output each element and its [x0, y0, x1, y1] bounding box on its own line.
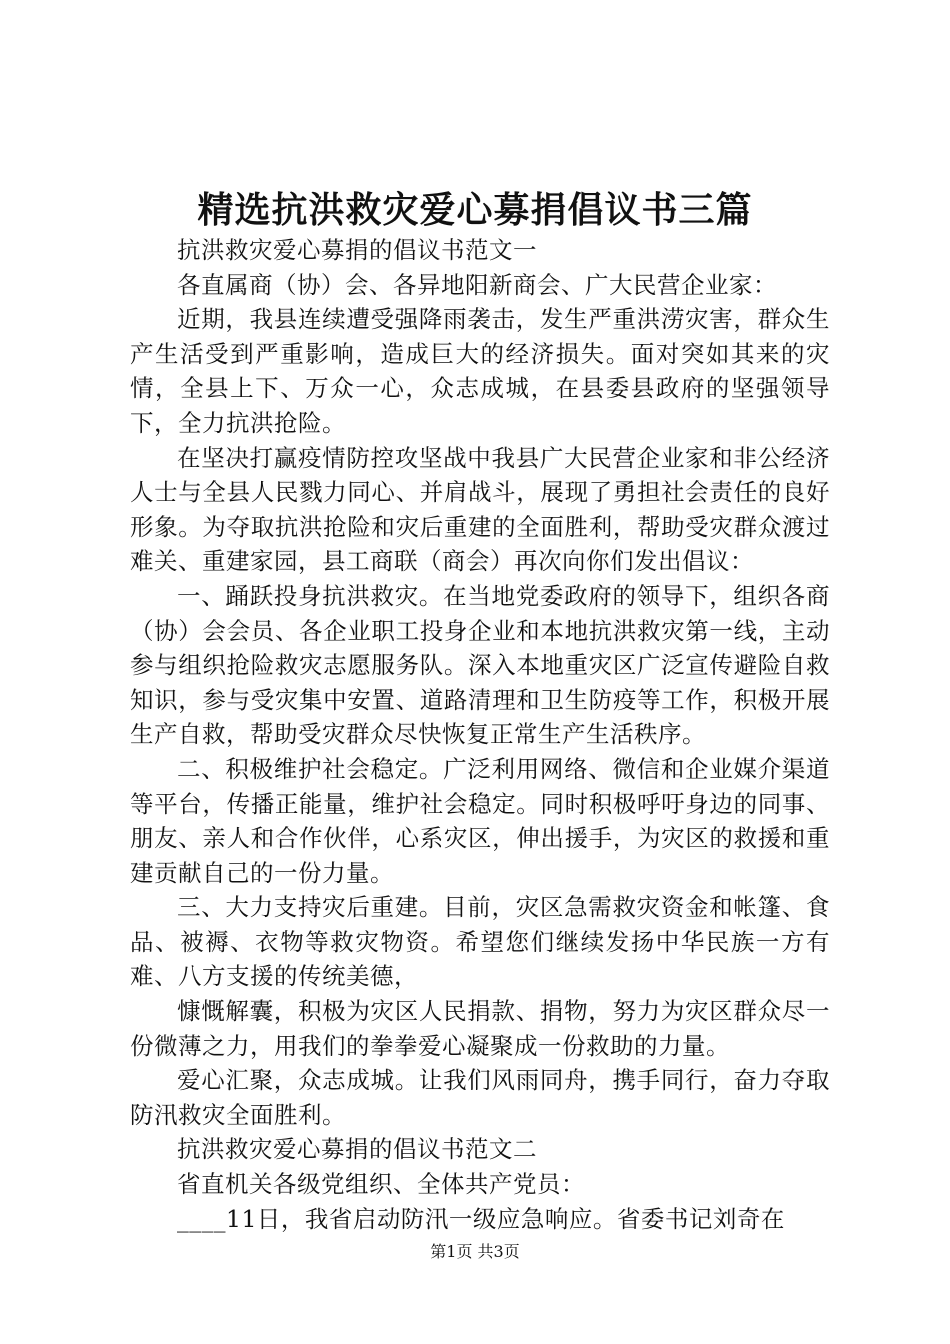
paragraph: 三、大力支持灾后重建。目前，灾区急需救灾资金和帐篷、食品、被褥、衣物等救灾物资。希望您们继续发扬中华民族一方有难、八方支援的传统美德， — [130, 893, 830, 991]
document-title: 精选抗洪救灾爱心募捐倡议书三篇 — [197, 189, 753, 231]
paragraph: 一、踊跃投身抗洪救灾。在当地党委政府的领导下，组织各商（协）会会员、各企业职工投身企业和本地抗洪救灾第一线，主动参与组织抢险救灾志愿服务队。深入本地重灾区广泛宣传避险自救知识，参与受灾集中安置、道路清理和卫生防疫等工作，积极开展生产自救，帮助受灾群众尽快恢复正常生产生活秩序。 — [130, 581, 830, 749]
paragraph: 爱心汇聚，众志成城。让我们风雨同舟，携手同行，奋力夺取防汛救灾全面胜利。 — [130, 1066, 830, 1129]
paragraph: 慷慨解囊，积极为灾区人民捐款、捐物，努力为灾区群众尽一份微薄之力，用我们的拳拳爱心凝聚成一份救助的力量。 — [130, 997, 830, 1060]
paragraph: 省直机关各级党组织、全体共产党员： — [177, 1170, 585, 1199]
document-body — [130, 233, 830, 1236]
paragraph: 二、积极维护社会稳定。广泛利用网络、微信和企业媒介渠道等平台，传播正能量，维护社会稳定。同时积极呼吁身边的同事、朋友、亲人和合作伙伴，心系灾区，伸出援手，为灾区的救援和重建贡献自己的一份力量。 — [130, 754, 830, 887]
paragraph: 在坚决打赢疫情防控攻坚战中我县广大民营企业家和非公经济人士与全县人民戮力同心、并肩战斗，展现了勇担社会责任的良好形象。为夺取抗洪抢险和灾后重建的全面胜利，帮助受灾群众渡过难关、重建家园，县工商联（商会）再次向你们发出倡议： — [130, 443, 830, 576]
paragraph: 抗洪救灾爱心募捐的倡议书范文二 — [177, 1135, 537, 1164]
paragraph: ____11日，我省启动防汛一级应急响应。省委书记刘奇在 — [177, 1204, 785, 1233]
page-footer: 第1页 共3页 — [430, 1242, 520, 1261]
paragraph: 抗洪救灾爱心募捐的倡议书范文一 — [177, 236, 537, 264]
paragraph: 近期，我县连续遭受强降雨袭击，发生严重洪涝灾害，群众生产生活受到严重影响，造成巨大的经济损失。面对突如其来的灾情，全县上下、万众一心，众志成城，在县委县政府的坚强领导下，全力抗洪抢险。 — [130, 305, 830, 437]
paragraph: 各直属商（协）会、各异地阳新商会、广大民营企业家： — [177, 270, 777, 299]
